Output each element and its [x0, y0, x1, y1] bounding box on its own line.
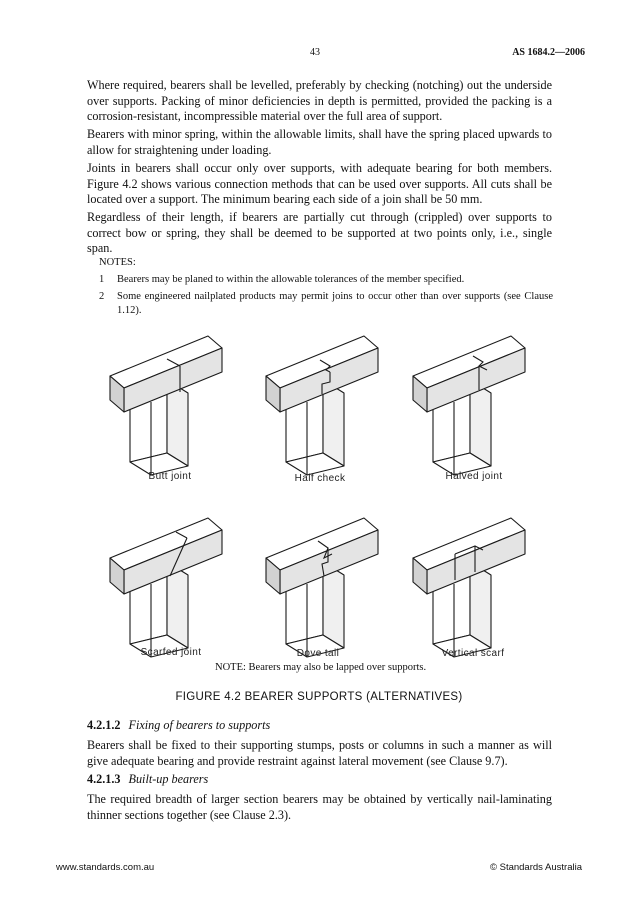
half-check-drawing — [266, 336, 378, 475]
note-text: Some engineered nailplated products may permit joins to occur other than over supports (see Clause 1.12). — [117, 291, 553, 316]
paragraph-joints: Joints in bearers shall occur only over supports, with adequate bearing for both members. Figure 4.2 shows various connection methods that can be used over supports. All cuts shall be located over a support. The minimum bearing each side of a join shall be 50 mm. — [87, 161, 552, 207]
footer-copyright: © Standards Australia — [489, 862, 582, 873]
section-title: Fixing of bearers to supports — [128, 718, 271, 732]
note-number: 2 — [99, 291, 105, 302]
vertical-scarf-drawing — [413, 518, 525, 657]
section-heading-4-2-1-2 — [87, 718, 270, 733]
section-number: 4.2.1.3 — [87, 772, 121, 786]
footer-website: www.standards.com.au — [56, 862, 155, 873]
paragraph-levelling: Where required, bearers shall be levelled, preferably by checking (notching) out the underside over supports. Packing of minor deficiencies in depth is permitted, provided the packing is a corrosion-resistant, incompressible material over the full area of support. — [87, 78, 552, 124]
note-text: Bearers may be planed to within the allowable tolerances of the member specified. — [117, 274, 465, 285]
standard-number: AS 1684.2—2006 — [512, 47, 585, 58]
figure-note: NOTE: Bearers may also be lapped over supports. — [215, 662, 427, 673]
note-number: 1 — [99, 274, 105, 285]
caption-vertical-scarf: Vertical scarf — [441, 648, 505, 659]
section-text-built-up: The required breadth of larger section bearers may be obtained by vertically nail-laminating thinner sections together (see Clause 2.3). — [87, 792, 552, 822]
section-text-fixing: Bearers shall be fixed to their supporting stumps, posts or columns in such a manner as will give adequate bearing and provide restraint against lateral movement (see Clause 9.7). — [87, 738, 552, 768]
caption-halved-joint: Halved joint — [445, 471, 503, 482]
halved-joint-drawing — [413, 336, 525, 475]
dove-tail-drawing — [266, 518, 378, 657]
section-heading-4-2-1-3 — [87, 772, 208, 787]
paragraph-crippled: Regardless of their length, if bearers are partially cut through (crippled) over supports to correct bow or spring, they shall be deemed to be supported at two points only, i.e., single span. — [87, 210, 552, 256]
caption-butt-joint: Butt joint — [148, 471, 192, 482]
notes-heading: NOTES: — [99, 257, 136, 268]
section-number: 4.2.1.2 — [87, 718, 121, 732]
scarfed-joint-drawing — [110, 518, 222, 657]
caption-dove-tail: Dove tail — [296, 648, 340, 659]
page-number: 43 — [310, 47, 320, 58]
butt-joint-drawing — [110, 336, 222, 475]
figure-title: FIGURE 4.2 BEARER SUPPORTS (ALTERNATIVES) — [175, 691, 463, 703]
section-title: Built-up bearers — [128, 772, 209, 786]
caption-scarfed-joint: Scarfed joint — [140, 647, 202, 658]
caption-half-check: Half check — [294, 473, 346, 484]
paragraph-spring: Bearers with minor spring, within the allowable limits, shall have the spring placed upwards to allow for straightening under loading. — [87, 127, 552, 157]
